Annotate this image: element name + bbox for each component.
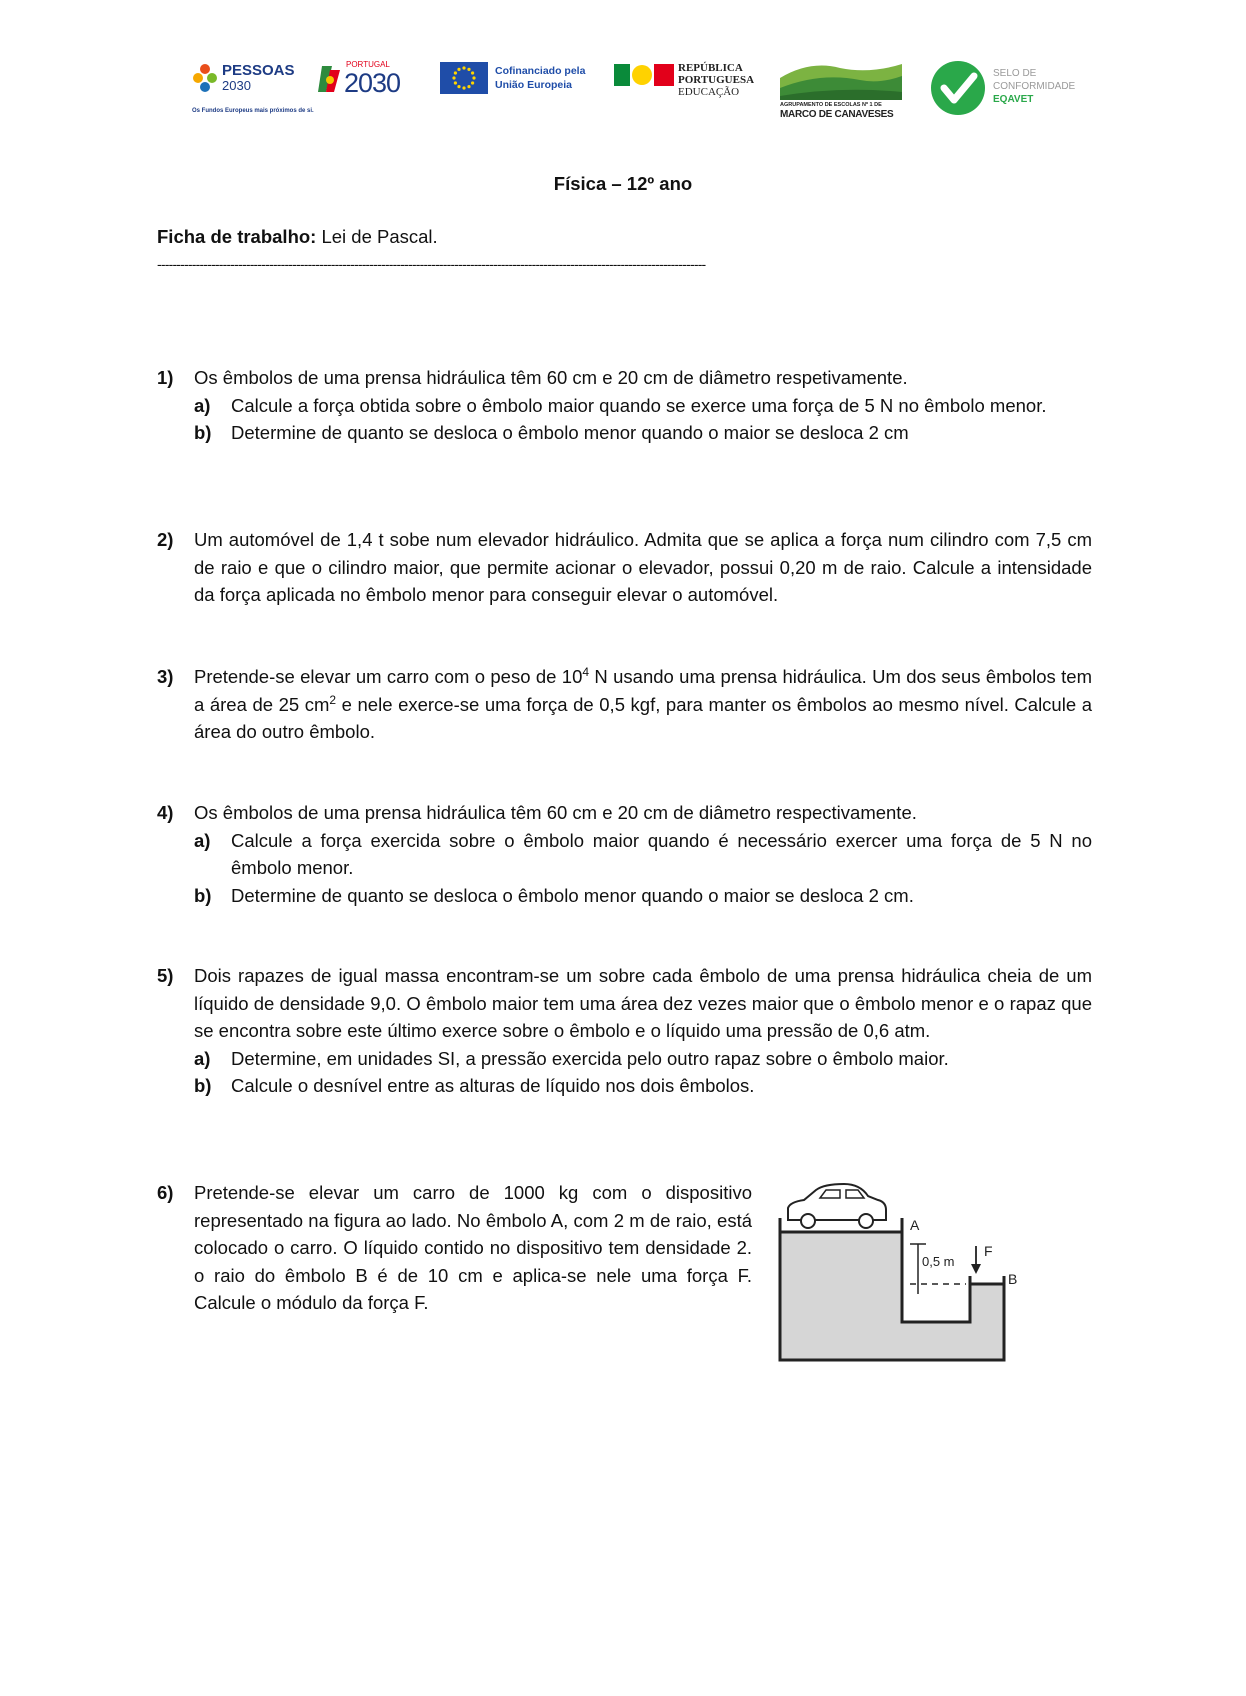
- liquid-small: [970, 1284, 1004, 1360]
- subtitle-text: Lei de Pascal.: [316, 226, 438, 247]
- text-part: Pretende-se elevar um carro com o peso de 10: [194, 666, 583, 687]
- subquestion-label: b): [194, 422, 212, 443]
- question-number: 6): [157, 1182, 174, 1203]
- question-text: Um automóvel de 1,4 t sobe num elevador hidráulico. Admita que se aplica a força num cilindro com 7,5 cm de raio e que o cilindro maior, que permite acionar o elevador, possui 0,20 m de raio. Calcule a intensidade da força aplicada no êmbolo menor para conseguir elevar o automóvel.: [194, 529, 1092, 605]
- portugal-2030-logo: [318, 60, 410, 100]
- question-6: [157, 1179, 752, 1317]
- question-5: [157, 962, 1092, 1100]
- subquestion-label: a): [194, 829, 211, 851]
- subtitle-label: Ficha de trabalho:: [157, 226, 317, 247]
- hydraulic-press-figure: [774, 1168, 1018, 1368]
- separator-line: ----------------------------------------------------------------------------------------------------------------------------------------------: [157, 256, 706, 272]
- question-text: Os êmbolos de uma prensa hidráulica têm 60 cm e 20 cm de diâmetro respetivamente.: [194, 367, 908, 388]
- eqavet-logo: [930, 60, 1090, 120]
- superscript: 4: [582, 664, 590, 679]
- subquestion-label: a): [194, 1047, 211, 1069]
- subquestion-a: [194, 1045, 1092, 1073]
- force-arrowhead: [971, 1264, 981, 1274]
- car-icon: [788, 1184, 886, 1228]
- subquestion-a: [194, 827, 1092, 882]
- question-text: Os êmbolos de uma prensa hidráulica têm 60 cm e 20 cm de diâmetro respectivamente.: [194, 802, 917, 823]
- subquestion-label: a): [194, 394, 211, 416]
- subquestion-text: Calcule o desnível entre as alturas de líquido nos dois êmbolos.: [231, 1075, 755, 1096]
- question-number: 1): [157, 367, 174, 388]
- eqavet-line2: CONFORMIDADE: [993, 81, 1076, 92]
- label-height: 0,5 m: [922, 1254, 955, 1269]
- pessoas-flower-icon: [192, 62, 218, 96]
- question-4: [157, 799, 1092, 909]
- pessoas-name: PESSOAS: [222, 62, 295, 79]
- label-f: F: [984, 1243, 993, 1259]
- question-number: 4): [157, 802, 174, 823]
- question-1: [157, 364, 1092, 447]
- text-part: N usando uma prensa hidráulica. Um dos seus êmbolos tem a área de 25 cm: [194, 666, 1092, 715]
- header-logos: [0, 0, 1200, 140]
- subquestion-text: Determine de quanto se desloca o êmbolo menor quando o maior se desloca 2 cm.: [231, 884, 914, 906]
- label-a: A: [910, 1217, 920, 1233]
- subtitle: [157, 223, 438, 251]
- portugal-top: PORTUGAL: [346, 60, 390, 69]
- republica-flag-icon: [614, 64, 674, 86]
- question-number: 2): [157, 529, 174, 550]
- liquid-large: [780, 1232, 902, 1360]
- liquid-channel: [902, 1322, 970, 1360]
- subquestion-label: b): [194, 884, 212, 906]
- question-2: [157, 526, 1092, 609]
- page-title: Física – 12º ano: [553, 173, 693, 194]
- subquestion-b: [194, 882, 1092, 910]
- subquestion-text: Calcule a força exercida sobre o êmbolo maior quando é necessário exercer uma força de 5 N no êmbolo menor.: [231, 829, 1092, 878]
- republica-portuguesa-logo: [614, 62, 764, 102]
- pessoas-tagline: Os Fundos Europeus mais próximos de si.: [192, 108, 314, 114]
- eqavet-check-icon: [930, 60, 986, 116]
- superscript: 2: [329, 692, 337, 707]
- subquestion-b: [194, 1072, 1092, 1100]
- subquestion-label: b): [194, 1075, 212, 1096]
- portugal-flag-icon: [318, 64, 340, 94]
- agrupamento-line1: AGRUPAMENTO DE ESCOLAS Nº 1 DE: [780, 102, 882, 108]
- question-3: [157, 663, 1092, 746]
- eu-line2: União Europeia: [495, 79, 573, 91]
- question-number: 3): [157, 666, 174, 687]
- subquestion-b: [194, 419, 1092, 447]
- question-text: Pretende-se elevar um carro de 1000 kg com o dispositivo representado na figura ao lado. No êmbolo A, com 2 m de raio, está colocado o carro. O líquido contido no dispositivo tem densidade 2. o raio do êmbolo B é de 10 cm e aplica-se nele uma força F. Calcule o módulo da força F.: [194, 1182, 752, 1313]
- text-part: e nele exerce-se uma força de 0,5 kgf, para manter os êmbolos ao mesmo nível. Calcule a área do outro êmbolo.: [194, 693, 1092, 742]
- portugal-year: 2030: [344, 68, 401, 98]
- eu-logo: [440, 62, 600, 98]
- question-text: [194, 663, 1092, 746]
- republica-line3: EDUCAÇÃO: [678, 86, 740, 98]
- agrupamento-logo: [780, 60, 902, 120]
- subquestion-text: Determine, em unidades SI, a pressão exercida pelo outro rapaz sobre o êmbolo maior.: [231, 1047, 949, 1069]
- republica-line2: PORTUGUESA: [678, 74, 755, 86]
- subquestion-text: Calcule a força obtida sobre o êmbolo maior quando se exerce uma força de 5 N no êmbolo menor.: [231, 394, 1047, 416]
- eqavet-line3: EQAVET: [993, 94, 1034, 105]
- eqavet-line1: SELO DE: [993, 68, 1037, 79]
- subquestion-text: Determine de quanto se desloca o êmbolo menor quando o maior se desloca 2 cm: [231, 422, 909, 443]
- agrupamento-hills-icon: [780, 60, 902, 100]
- republica-line1: REPÚBLICA: [678, 62, 743, 74]
- question-text: Dois rapazes de igual massa encontram-se um sobre cada êmbolo de uma prensa hidráulica cheia de um líquido de densidade 9,0. O êmbolo maior tem uma área dez vezes maior que o êmbolo menor e o rapaz que se encontra sobre este último exerce sobre o êmbolo e o líquido uma pressão de 0,6 atm.: [194, 965, 1092, 1041]
- label-b: B: [1008, 1271, 1018, 1287]
- subquestion-a: [194, 392, 1092, 420]
- eu-line1: Cofinanciado pela: [495, 65, 586, 77]
- question-number: 5): [157, 965, 174, 986]
- eu-flag-icon: [440, 62, 488, 94]
- pessoas-year: 2030: [222, 78, 251, 93]
- agrupamento-line2: MARCO DE CANAVESES: [780, 109, 894, 120]
